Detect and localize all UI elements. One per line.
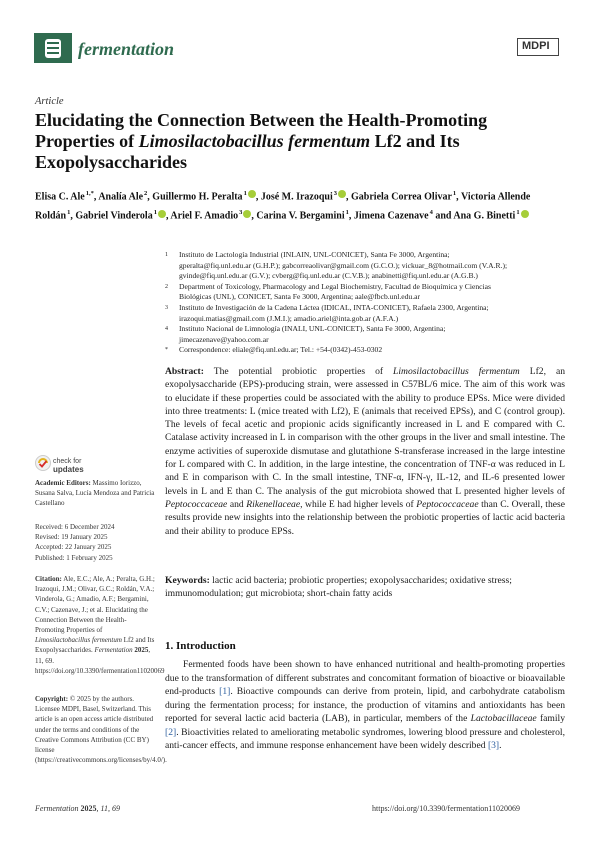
abstract: Abstract: The potential probiotic properties of Limosilactobacillus fermentum Lf2, an exopolysaccharide (EPS)-producing strain, were assessed in C57BL/6 mice. The aim of this work was to elucidate if these properties could be associated with the ability to produce EPSs. Mice were divided into three treatments: L (mice treated with Lf2), E (animals that received EPSs), and C (control group). The levels of fecal acetic and propionic acids significantly increased in L and E compared with C. Catalase activity increased in L in comparison with the other groups in the liver and small intestine. The enzyme activities of superoxide dismutase and glutathione S-transferase increased in the large intestine for L compared with C. In addition, in the large intestine, the concentration of TNF-α was reduced in L and E in comparison with C. In the small intestine, TNF-α, IFN-γ, IL-12, and IL-6 presented lower levels in L and E than C. The analysis of the gut microbiota showed that L presented higher levels of Peptococcaceae and Rikenellaceae, while E had higher levels of Peptococcaceae than C. Overall, these results provide new insights into the relationship between the probiotic properties of lactic acid bacteria and their ability to produce EPSs. <box>165 366 565 537</box>
journal-name: fermentation <box>78 39 175 59</box>
affiliation-number: 1 <box>165 252 168 258</box>
author-affiliation-mark: 1 <box>516 209 520 217</box>
affiliation-line: Biológicas (UNL), CONICET, Santa Fe 3000, Argentina; aale@fbcb.unl.edu.ar <box>179 292 421 302</box>
affiliation-line: jimecazenave@yahoo.com.ar <box>179 334 269 344</box>
citation-link[interactable]: [3] <box>487 740 500 751</box>
author-name: José M. Irazoqui <box>260 191 333 203</box>
author-affiliation-mark: 1,* <box>85 190 94 197</box>
affiliation-number: * <box>165 347 168 354</box>
publisher-name: MDPI <box>522 40 550 52</box>
affiliation-line: gvinde@fiq.unl.edu.ar (G.V.); cvberg@fiq.unl.edu.ar (C.V.B.); anabinetti@fiq.unl.edu.ar (A.G.B.) <box>179 271 478 281</box>
orcid-icon[interactable] <box>521 210 529 218</box>
author-name: Analía Ale <box>98 191 144 203</box>
affiliation-number: 2 <box>165 283 168 290</box>
author-affiliation-mark: 3 <box>239 209 243 217</box>
orcid-icon[interactable] <box>158 210 166 218</box>
author-name: Gabriela Correa Olivar <box>351 191 452 203</box>
author-name: Ana G. Binetti <box>453 210 516 222</box>
article-type: Article <box>35 96 64 107</box>
citation-link[interactable]: [1] <box>219 686 231 697</box>
affiliation-line: Department of Toxicology, Pharmacology and Legal Biochemistry, Facultad de Bioquímica y Ciencias <box>179 281 491 291</box>
affiliation-number: 3 <box>165 304 168 311</box>
affiliation-item <box>165 250 565 282</box>
author-name: Gabriel Vinderola <box>75 210 153 222</box>
affiliation-item <box>165 303 565 324</box>
section-heading-introduction: 1. Introduction <box>165 640 236 652</box>
affiliations <box>165 250 565 356</box>
orcid-icon[interactable] <box>243 210 251 218</box>
citation: Citation: Ale, E.C.; Ale, A.; Peralta, G.H.; Irazoqui, J.M.; Olivar, G.C.; Roldán, V.A.; Vinderola, G.; Amadio, A.F.; Bergamini, C.V.; Cazenave, J.; et al. Elucidating the Connection Between the Health-Promoting Properties of Limosilactobacillus fermentum Lf2 and Its Exopolysaccharides. Fermentation 2025, 11, 69. https://doi.org/10.3390/fermentation11020069 <box>35 575 165 675</box>
author-affiliation-mark: 1 <box>153 209 157 217</box>
affiliation-line: Instituto de Investigación de la Cadena Láctea (IDICAL, INTA-CONICET), Rafaela 2300, Argentina; <box>179 302 489 312</box>
author-affiliation-mark: 1 <box>345 209 349 217</box>
author-name: Ariel F. Amadio <box>170 210 239 222</box>
academic-editors: Academic Editors: Massimo Iorizzo, Susana Salva, Lucía Mendoza and Patricia Castellano <box>35 479 155 508</box>
author-affiliation-mark: 1 <box>452 190 457 197</box>
author-affiliation-mark: 2 <box>144 190 148 197</box>
orcid-icon[interactable] <box>338 190 346 198</box>
check-for-updates-button[interactable]: check for updates <box>53 458 84 474</box>
author-affiliation-mark: 1 <box>67 209 71 217</box>
article-title: Elucidating the Connection Between the Health-Promoting Properties of Limosilactobacillus fermentum Lf2 and Its Exopolysaccharides <box>35 110 488 172</box>
check-for-updates-icon[interactable] <box>35 455 51 476</box>
affiliation-line: gperalta@fiq.unl.edu.ar (G.H.P.); gabcorreaolivar@gmail.com (G.C.O.); vickuar_8@hotmail.com (V.A.R.); <box>179 260 508 270</box>
affiliation-line: Instituto de Lactología Industrial (INLAIN, UNL-CONICET), Santa Fe 3000, Argentina; <box>179 250 450 259</box>
affiliation-line: Instituto Nacional de Limnología (INALI, UNL-CONICET), Santa Fe 3000, Argentina; <box>179 324 446 334</box>
keywords: Keywords: lactic acid bacteria; probiotic properties; exopolysaccharides; oxidative stress; immunomodulation; gut microbiota; short-chain fatty acids <box>165 575 512 600</box>
author-name: Victoria Allende Roldán <box>35 191 531 222</box>
author-affiliation-mark: 4 <box>429 209 433 217</box>
citation-link[interactable]: [2] <box>165 726 177 738</box>
footer-journal: Fermentation 2025, 11, 69 <box>35 804 120 813</box>
dates: Received: 6 December 2024 Revised: 19 January 2025 Accepted: 22 January 2025 Published: 1 February 2025 <box>35 523 115 562</box>
affiliation-number: 4 <box>165 326 168 333</box>
introduction-paragraph: Fermented foods have been shown to have enhanced nutritional and health-promoting properties due to the transformation of different substrates and concomitant formation of bioactive or bioavailable end-products [1]. Bioactive compounds can derive from protein, lipid, and carbohydrate catabolism during the fermentation process; for instance, the production of vitamins and antioxidants has been reported for several lactic acid bacteria (LAB), in particular, members of the Lactobacillaceae family [2]. Bioactivities related to ameliorating metabolic syndromes, lowering blood pressure and cholesterol, anti-cancer effects, and immune response enhancement have been widely described [3]. <box>165 659 565 751</box>
author-list: Elisa C. Ale$^{1,*}$, Analía Ale$^2$, Guillermo H. Peralta$^1$ , José M. Irazoqui$^3$ , Gabriela Correa Olivar$^1$, Victoria Allende Roldán$^1$, Gabriel Vinderola$^1$ , Ariel F. Amadio$^3$ , Carina V. Bergamini$^1$, Jimena Cazenave$^4$ and Ana G. Binetti$^1$ <box>35 190 531 222</box>
footer-doi[interactable]: https://doi.org/10.3390/fermentation11020069 <box>372 804 520 813</box>
orcid-icon[interactable] <box>248 190 256 198</box>
copyright: Copyright: © 2025 by the authors. Licensee MDPI, Basel, Switzerland. This article is an open access article distributed under the terms and conditions of the Creative Commons Attribution (CC BY) license (https://creativecommons.org/licenses/by/4.0/). <box>35 695 167 765</box>
author-name: Guillermo H. Peralta <box>152 191 243 203</box>
affiliation-item <box>165 282 565 303</box>
affiliation-line: Correspondence: eliale@fiq.unl.edu.ar; Tel.: +54-(0342)-453-0302 <box>179 345 383 355</box>
author-name: Carina V. Bergamini <box>256 210 345 222</box>
affiliation-item <box>165 324 565 345</box>
author-name: Elisa C. Ale <box>35 191 85 203</box>
author-affiliation-mark: 3 <box>333 190 338 197</box>
affiliation-line: irazoqui.matias@gmail.com (J.M.I.); amadio.ariel@inta.gob.ar (A.F.A.) <box>179 313 399 323</box>
author-affiliation-mark: 1 <box>243 190 247 197</box>
author-name: Jimena Cazenave <box>353 210 429 222</box>
journal-logo <box>34 33 72 63</box>
affiliation-item <box>165 345 565 356</box>
